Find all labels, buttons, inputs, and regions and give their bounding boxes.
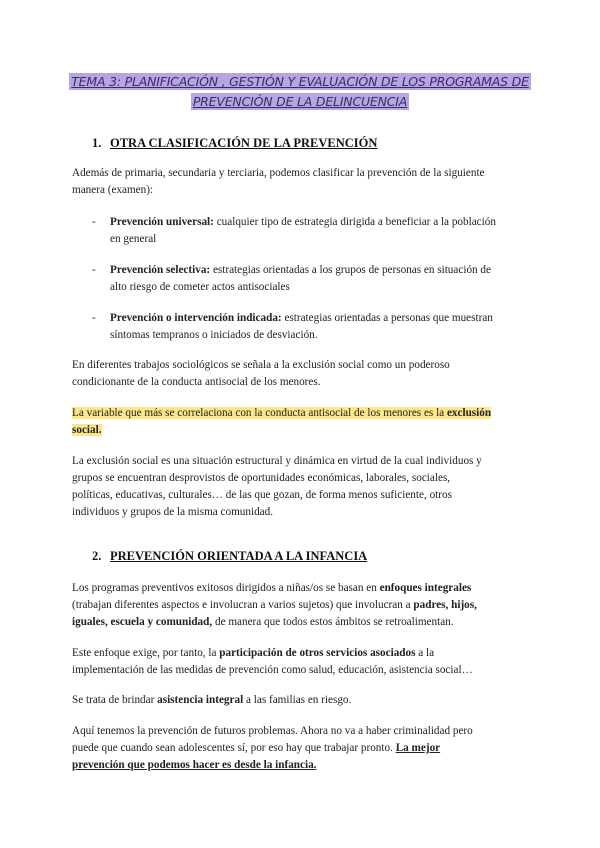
paragraph-future-problems: [72, 723, 528, 774]
list-text-line-2: síntomas tempranos o iniciados de desviación.: [110, 329, 318, 341]
list-text-line-2: alto riesgo de cometer actos antisociales: [110, 281, 290, 293]
paragraph-line: En diferentes trabajos sociológicos se señala a la exclusión social como un poderoso: [72, 359, 450, 371]
section-2-number: 2.: [92, 549, 102, 563]
paragraph-services: [72, 645, 528, 679]
text-run: Se trata de brindar: [72, 694, 158, 706]
list-text: estrategias orientadas a los grupos de personas en situación de: [210, 264, 491, 276]
paragraph-line: condicionante de la conducta antisocial de los menores.: [72, 376, 321, 388]
paragraph-assistance: [72, 692, 528, 709]
bold-underline-run: prevención que podemos hacer es desde la infancia.: [72, 759, 317, 771]
highlighted-paragraph: [72, 405, 528, 439]
paragraph-line: políticas, educativas, culturales… de las que gozan, de forma menos suficiente, otros: [72, 489, 452, 501]
intro-line-2: manera (examen):: [72, 184, 154, 196]
bold-run: participación de otros servicios asociados: [219, 647, 416, 659]
list-text: estrategias orientadas a personas que muestran: [281, 312, 493, 324]
bold-underline-run: La mejor: [395, 742, 441, 754]
title-line-2: PREVENCIÓN DE LA DELINCUENCIA: [192, 94, 408, 109]
list-dash: -: [92, 264, 96, 276]
section-1-heading-text: OTRA CLASIFICACIÓN DE LA PREVENCIÓN: [110, 136, 378, 150]
section-2-heading-text: PREVENCIÓN ORIENTADA A LA INFANCIA: [110, 549, 368, 563]
list-dash: -: [92, 216, 96, 228]
text-run: a la: [415, 647, 435, 659]
text-run: (trabajan diferentes aspectos e involucran a varios sujetos) que involucran a: [72, 599, 414, 611]
paragraph-line: individuos y grupos de la misma comunidad.: [72, 506, 274, 518]
section-1-heading: [92, 136, 377, 151]
list-term: Prevención selectiva:: [110, 264, 211, 276]
list-text-line-2: en general: [110, 233, 157, 245]
bold-run: padres, hijos,: [413, 599, 477, 611]
text-run: Este enfoque exige, por tanto, la: [72, 647, 220, 659]
paragraph-line: grupos se encuentran desprovistos de oportunidades económicas, laborales, sociales,: [72, 472, 451, 484]
text-run: puede que cuando sean adolescentes sí, por eso hay que trabajar pronto.: [72, 742, 396, 754]
section-1-number: 1.: [92, 136, 102, 150]
paragraph-exclusion-intro: [72, 357, 528, 391]
text-run: Los programas preventivos exitosos dirigidos a niñas/os se basan en: [72, 582, 380, 594]
title-line-1: TEMA 3: PLANIFICACIÓN , GESTIÓN Y EVALUACIÓN DE LOS PROGRAMAS DE: [71, 74, 529, 89]
list-dash: -: [92, 312, 96, 324]
bold-run: enfoques integrales: [379, 582, 472, 594]
text-run: de manera que todos estos ámbitos se retroalimentan.: [212, 616, 454, 628]
text-run: implementación de las medidas de prevención como salud, educación, asistencia social…: [72, 664, 473, 676]
list-text: cualquier tipo de estrategia dirigida a beneficiar a la población: [213, 216, 496, 228]
highlight-bold-2: social.: [72, 424, 102, 436]
paragraph-programs: [72, 580, 528, 631]
bold-run: asistencia integral: [157, 694, 244, 706]
intro-line-1: Además de primaria, secundaria y terciaria, podemos clasificar la prevención de la siguiente: [72, 167, 485, 179]
paragraph-line: La exclusión social es una situación estructural y dinámica en virtud de la cual individuos y: [72, 455, 482, 467]
highlight-text: La variable que más se correlaciona con la conducta antisocial de los menores es la: [72, 407, 447, 419]
list-term: Prevención o intervención indicada:: [110, 312, 282, 324]
document-title: [60, 72, 540, 112]
paragraph-exclusion-definition: [72, 453, 528, 521]
highlight-bold-1: exclusión: [446, 407, 492, 419]
section-1-intro: [72, 165, 528, 199]
list-term: Prevención universal:: [110, 216, 214, 228]
text-run: a las familias en riesgo.: [243, 694, 352, 706]
text-run: Aquí tenemos la prevención de futuros problemas. Ahora no va a haber criminalidad pero: [72, 725, 473, 737]
bold-run: iguales, escuela y comunidad,: [72, 616, 213, 628]
section-2-heading: [92, 549, 367, 564]
